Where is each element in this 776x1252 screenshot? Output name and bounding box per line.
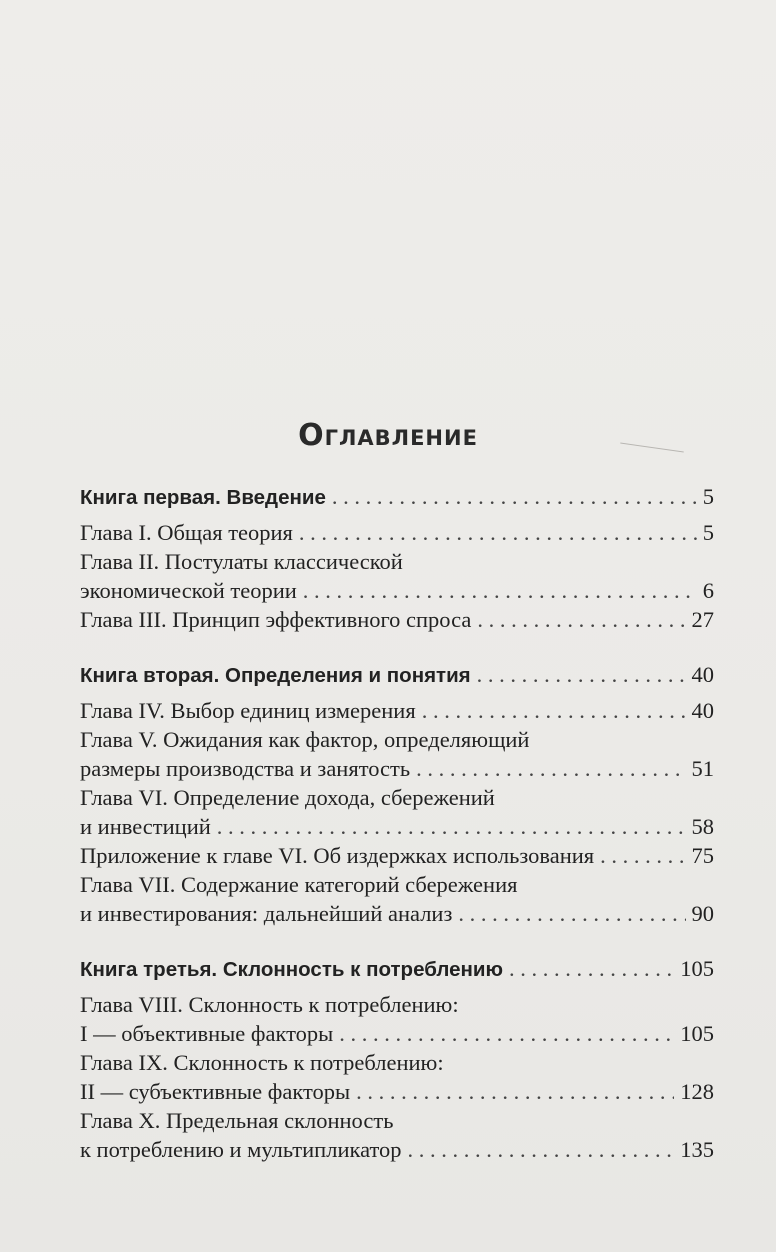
dot-leader bbox=[600, 841, 685, 870]
book-title: Книга третья. Склонность к потреблению bbox=[80, 958, 504, 981]
dot-leader bbox=[458, 899, 685, 928]
dot-leader bbox=[217, 812, 686, 841]
page-number: 40 bbox=[691, 662, 714, 687]
book-title: Книга первая. Введение bbox=[80, 486, 326, 509]
toc-entry bbox=[80, 754, 714, 783]
book-heading bbox=[80, 482, 714, 512]
page-number: 40 bbox=[691, 698, 714, 723]
toc-entry bbox=[80, 1135, 714, 1164]
page-title: Оглавление bbox=[298, 418, 478, 453]
toc-entry bbox=[80, 696, 714, 725]
book-title: Книга вторая. Определения и понятия bbox=[80, 664, 471, 687]
book-section-2 bbox=[80, 660, 714, 928]
dot-leader bbox=[339, 1019, 674, 1048]
dot-leader bbox=[477, 660, 686, 689]
page-number: 105 bbox=[680, 956, 714, 981]
entry-title: и инвестирования: дальнейший анализ bbox=[80, 901, 453, 926]
entry-title-line: Глава IX. Склонность к потреблению: bbox=[80, 1050, 444, 1075]
entry-title: Глава III. Принцип эффективного спроса bbox=[80, 607, 472, 632]
toc-entry bbox=[80, 576, 714, 605]
toc-entry bbox=[80, 518, 714, 547]
dot-leader bbox=[299, 518, 697, 547]
page-number: 6 bbox=[702, 578, 714, 603]
dot-leader bbox=[303, 576, 697, 605]
toc-entry bbox=[80, 841, 714, 870]
book-section-3 bbox=[80, 954, 714, 1164]
dot-leader bbox=[408, 1135, 675, 1164]
entry-title: к потреблению и мультипликатор bbox=[80, 1137, 402, 1162]
entry-title: размеры производства и занятость bbox=[80, 756, 411, 781]
entry-title-line: Глава X. Предельная склонность bbox=[80, 1108, 394, 1133]
entry-title-line: Глава VII. Содержание категорий сбережения bbox=[80, 872, 518, 897]
book-section-1 bbox=[80, 482, 714, 634]
page-number: 75 bbox=[691, 843, 714, 868]
page-number: 5 bbox=[702, 484, 714, 509]
entry-title-line: Глава VI. Определение дохода, сбережений bbox=[80, 785, 495, 810]
book-heading bbox=[80, 954, 714, 984]
toc-entry bbox=[80, 1019, 714, 1048]
page-number: 5 bbox=[702, 520, 714, 545]
dot-leader bbox=[477, 605, 685, 634]
dot-leader bbox=[509, 954, 674, 983]
page-number: 90 bbox=[691, 901, 714, 926]
page-number: 128 bbox=[680, 1079, 714, 1104]
entry-title-line: Глава VIII. Склонность к потреблению: bbox=[80, 992, 459, 1017]
toc-entry bbox=[80, 605, 714, 634]
dot-leader bbox=[332, 482, 697, 511]
entry-title-line: Глава II. Постулаты классической bbox=[80, 549, 403, 574]
page-number: 58 bbox=[691, 814, 714, 839]
dot-leader bbox=[416, 754, 685, 783]
entry-title-line: Глава V. Ожидания как фактор, определяющий bbox=[80, 727, 530, 752]
book-heading bbox=[80, 660, 714, 690]
entry-title: II — субъективные факторы bbox=[80, 1079, 351, 1104]
entry-title: Глава I. Общая теория bbox=[80, 520, 293, 545]
entry-title: I — объективные факторы bbox=[80, 1021, 334, 1046]
table-of-contents bbox=[80, 482, 714, 1190]
entry-title: Приложение к главе VI. Об издержках использования bbox=[80, 843, 595, 868]
toc-entry bbox=[80, 812, 714, 841]
entry-title: Глава IV. Выбор единиц измерения bbox=[80, 698, 416, 723]
entry-title: экономической теории bbox=[80, 578, 297, 603]
page-number: 51 bbox=[691, 756, 714, 781]
page-number: 135 bbox=[680, 1137, 714, 1162]
toc-entry bbox=[80, 899, 714, 928]
dot-leader bbox=[356, 1077, 674, 1106]
entry-title: и инвестиций bbox=[80, 814, 211, 839]
dot-leader bbox=[422, 696, 686, 725]
toc-entry bbox=[80, 1077, 714, 1106]
page-number: 105 bbox=[680, 1021, 714, 1046]
page-number: 27 bbox=[691, 607, 714, 632]
